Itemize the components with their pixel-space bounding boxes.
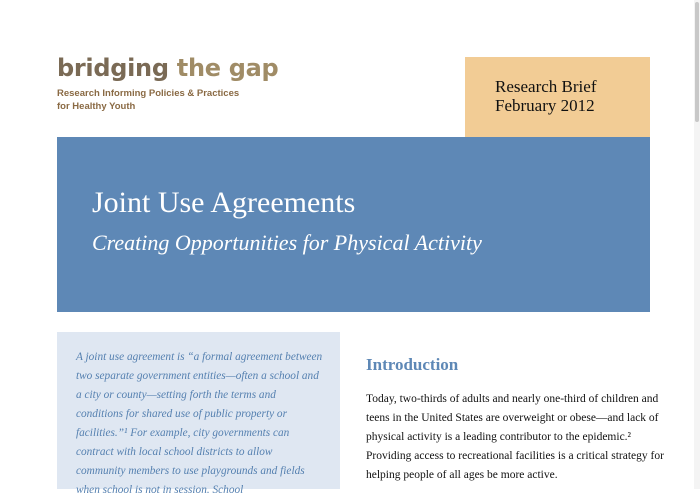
brief-date: February 2012 [495, 96, 595, 115]
scrollbar-thumb[interactable] [695, 2, 699, 122]
logo-tagline-line1: Research Informing Policies & Practices [57, 88, 240, 99]
intro-body: Today, two-thirds of adults and nearly one-third of children and teens in the United States are overweight or obese—and lack of physical activity is a leading contributor to the epidemic.² Providing access to recreational facilities is a critical strategy for helping people of all ages be more active. [366, 393, 664, 481]
logo-title [57, 53, 278, 83]
logo-word-bridging: bridging [57, 54, 169, 82]
page-subtitle: Creating Opportunities for Physical Activity [92, 230, 482, 255]
page-title: Joint Use Agreements [92, 186, 356, 219]
logo-tagline [57, 87, 278, 113]
brief-label: Research Brief [495, 77, 597, 96]
definition-sidebar [57, 332, 340, 496]
logo-word-the-gap: the gap [176, 54, 279, 82]
intro-heading: Introduction [366, 355, 459, 374]
vertical-scrollbar[interactable] [694, 0, 700, 489]
sidebar-text: A joint use agreement is “a formal agreement between two separate government entities—often a school and a city or county—setting forth the terms and conditions for shared use of public property or facilities.”¹ For example, city governments can contract with local school districts to allow community members to use playgrounds and fields when school is not in session. School [76, 351, 323, 496]
logo-tagline-line2: for Healthy Youth [57, 101, 136, 112]
logo [57, 53, 278, 113]
hero-banner [57, 137, 650, 312]
research-brief-box [465, 57, 650, 137]
